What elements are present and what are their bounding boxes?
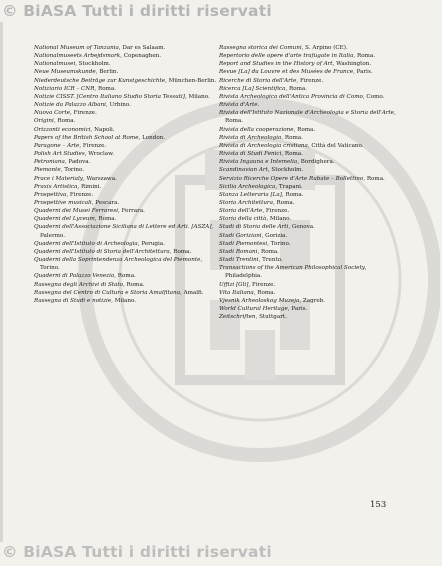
entry-place: , Torino. xyxy=(60,167,85,174)
entry-title: World Cultural Heritage xyxy=(219,306,288,312)
page-edge-shadow xyxy=(0,22,3,542)
entry-place: , Paris. xyxy=(287,306,308,312)
bibliography-entry xyxy=(219,93,405,101)
entry-title: Quaderni della Soprintendenza Archeologica del Piemonte xyxy=(34,257,201,264)
entry-title: Rassegna degli Archivi di Stato xyxy=(34,281,123,288)
entry-place: . xyxy=(257,102,260,109)
entry-title: Piemonte xyxy=(34,167,61,174)
entry-place: , Roma. xyxy=(53,118,76,125)
bibliography-entry xyxy=(34,109,220,117)
bibliography-entry xyxy=(219,183,405,191)
bibliography-entry xyxy=(34,272,220,280)
entry-title: Stanza Letteraria [La] xyxy=(219,191,282,198)
bibliography-entry xyxy=(34,240,220,248)
entry-title: Servizio Ricerche Opere d'Arte Rubate – Bollettino xyxy=(219,175,364,182)
entry-title: Report and Studies in the History of Art xyxy=(219,61,333,68)
bibliography-entry xyxy=(34,85,220,93)
entry-title: Notizie da Palazzo Albani xyxy=(34,102,106,109)
bibliography-entry xyxy=(219,126,405,134)
bibliography-entry xyxy=(34,256,220,272)
bibliography-entry xyxy=(219,199,405,207)
entry-title: Orizzonti economici xyxy=(34,126,91,133)
entry-title: National Museum of Tanzania xyxy=(34,45,119,51)
entry-title: Rivista di Studi Fenici xyxy=(219,151,282,158)
entry-title: Prospettiva xyxy=(34,191,67,198)
bibliography-entry xyxy=(219,68,405,76)
bibliography-entry xyxy=(219,77,405,85)
entry-place: , Firenze. xyxy=(70,110,97,117)
bibliography-entry xyxy=(34,297,220,305)
entry-title: Quaderni dell'Istituto di Archeologia xyxy=(34,240,138,247)
entry-title: Sicilia Archeologica xyxy=(219,183,276,190)
bibliography-entry xyxy=(34,191,220,199)
entry-title: Niederdeutsche Beiträge zur Kunstgeschichte xyxy=(34,77,166,84)
entry-title: Prospettive musicali xyxy=(34,199,92,206)
entry-place: , Roma. xyxy=(114,273,136,280)
entry-title: Rivista di Archeologia cristiana xyxy=(219,142,308,149)
entry-title: Nationalmuseets Arbejdsmark xyxy=(34,53,121,60)
entry-place: , Roma. xyxy=(285,85,308,92)
entry-place: , S. Arpino (CE). xyxy=(301,45,348,51)
bibliography-entry xyxy=(34,158,220,166)
entry-title: Polish Art Studies xyxy=(34,151,85,158)
entry-place: , London. xyxy=(138,134,166,141)
entry-place: , Firenze. xyxy=(79,142,107,149)
entry-title: Rivista dell'Istituto Nazionale d'Archeologia e Storia dell'Arte xyxy=(219,110,394,117)
bibliography-entry xyxy=(219,207,405,215)
entry-place: , Pescara. xyxy=(91,199,120,206)
entry-title: Zeitschriften xyxy=(219,314,256,321)
entry-place: , Torino. xyxy=(267,240,291,247)
bibliography-entry xyxy=(34,183,220,191)
bibliography-entry xyxy=(34,142,220,150)
entry-title: Studi di Storia delle Arti xyxy=(219,224,289,231)
bibliography-entry xyxy=(34,289,220,297)
entry-title: Ricerche di Storia dell'Arte xyxy=(219,77,297,84)
entry-place: , Firenze. xyxy=(248,281,276,288)
bibliography-entry xyxy=(34,101,220,109)
entry-place: , Padova. xyxy=(64,159,91,166)
entry-place: , Stockholm. xyxy=(267,167,304,174)
entry-title: Neue Museumskunde xyxy=(34,69,96,76)
bibliography-entry xyxy=(34,150,220,158)
entry-place: , Roma. xyxy=(272,199,295,206)
entry-place: , Milano. xyxy=(111,297,137,304)
bibliography-entry xyxy=(219,44,405,52)
entry-title: Origini xyxy=(34,118,54,125)
entry-place: , Wroclaw. xyxy=(84,151,114,158)
bibliography-entry xyxy=(219,223,405,231)
bibliography-entry xyxy=(219,289,405,297)
entry-place: , Roma. xyxy=(123,281,145,288)
entry-title: Storia Architettura xyxy=(219,199,273,206)
right-column xyxy=(219,44,405,321)
bibliography-entry xyxy=(219,109,405,125)
entry-place: , Stockholm. xyxy=(75,61,111,68)
bibliography-entry xyxy=(219,166,405,174)
entry-title: Rivista Ingauna e Intemelia xyxy=(219,159,298,166)
bibliography-entry xyxy=(34,93,220,101)
entry-title: Rivista d'Arte xyxy=(219,102,258,109)
entry-title: Notizie CISST. [Centro Italiano Studio Storia Tessuti] xyxy=(34,93,185,100)
entry-place: , Copenaghen. xyxy=(120,53,162,60)
entry-title: Revue [La] du Louvre et des Musées de France xyxy=(219,69,354,76)
entry-title: Studi Goriziani xyxy=(219,232,262,239)
entry-place: , Palermo. xyxy=(40,224,214,239)
entry-title: Storia della città xyxy=(219,216,267,223)
entry-place: , Bordighera. xyxy=(297,159,335,166)
watermark-top: © BiASA Tutti i diritti riservati xyxy=(2,2,272,20)
bibliography-entry xyxy=(219,101,405,109)
bibliography-entry xyxy=(219,256,405,264)
entry-place: , Warszawa. xyxy=(82,175,117,182)
entry-title: Nuova Corte xyxy=(34,110,71,117)
entry-title: Rivista della cooperazione xyxy=(219,126,294,133)
bibliography-entry xyxy=(219,52,405,60)
bibliography-entry xyxy=(34,52,220,60)
entry-place: , Gorizia. xyxy=(261,232,288,239)
bibliography-entry xyxy=(34,134,220,142)
entry-place: , Roma. xyxy=(281,191,304,198)
entry-title: Ricerca [La] Scientifica xyxy=(219,85,286,92)
entry-title: Praxis Artistica xyxy=(34,183,78,190)
bibliography-entry xyxy=(219,232,405,240)
entry-place: , Firenze. xyxy=(262,208,290,215)
bibliography-entry xyxy=(34,68,220,76)
entry-place: , Milano. xyxy=(266,216,292,223)
entry-place: , Napoli. xyxy=(90,126,115,133)
bibliography-entry xyxy=(34,77,220,85)
entry-place: , Perugia. xyxy=(137,240,165,247)
bibliography-entry xyxy=(219,150,405,158)
bibliography-entry xyxy=(219,142,405,150)
left-column xyxy=(34,44,220,305)
entry-title: Petroniana xyxy=(34,159,65,166)
entry-place: , Roma. xyxy=(253,289,276,296)
entry-title: Studi Romani xyxy=(219,248,258,255)
entry-title: Paragone – Arte xyxy=(34,142,80,149)
bibliography-entry xyxy=(34,175,220,183)
watermark-bottom: © BiASA Tutti i diritti riservati xyxy=(2,543,272,561)
entry-place: , Paris. xyxy=(353,69,373,76)
entry-title: Transactions of the American Philosophical Society xyxy=(219,265,365,272)
bibliography-entry xyxy=(34,215,220,223)
bibliography-entry xyxy=(219,281,405,289)
bibliography-entry xyxy=(219,240,405,248)
entry-title: Prace i Materialy xyxy=(34,175,83,182)
entry-place: , Amalfi. xyxy=(180,289,204,296)
entry-place: , Roma. xyxy=(94,85,116,92)
entry-place: , Genova. xyxy=(288,224,315,231)
bibliography-entry xyxy=(34,248,220,256)
entry-place: , Roma. xyxy=(94,216,117,223)
entry-place: , Roma. xyxy=(225,110,396,125)
bibliography-entry xyxy=(219,191,405,199)
entry-place: , Roma. xyxy=(293,126,316,133)
bibliography-entry xyxy=(34,117,220,125)
entry-title: Quaderni del Lyceum xyxy=(34,216,95,223)
bibliography-entry xyxy=(34,207,220,215)
entry-place: , Urbino. xyxy=(105,102,131,109)
entry-title: Studi Piemontesi xyxy=(219,240,268,247)
entry-place: , Ferrara. xyxy=(118,208,145,215)
entry-place: , Roma. xyxy=(169,248,192,255)
entry-title: Quaderni dei Musei Ferraresi xyxy=(34,208,119,215)
entry-title: Quaderni dell'Istituto di Storia dell'Architettura xyxy=(34,248,170,255)
entry-place: , Roma. xyxy=(281,134,303,141)
entry-place: , Roma. xyxy=(353,53,375,60)
bibliography-entry xyxy=(219,175,405,183)
bibliography-entry xyxy=(219,297,405,305)
bibliography-entry xyxy=(219,85,405,93)
entry-place: , Città del Vaticano. xyxy=(307,142,364,149)
entry-title: Quaderni di Palazzo Venezia xyxy=(34,273,115,280)
entry-title: Vjesnik Arheoloskog Muzeja xyxy=(219,297,300,304)
bibliography-entry xyxy=(219,60,405,68)
bibliography-entry xyxy=(34,44,220,52)
entry-place: , Philadelphia. xyxy=(225,265,367,280)
bibliography-entry xyxy=(219,264,405,280)
entry-place: , Stuttgart. xyxy=(255,314,287,321)
entry-place: , Trapani. xyxy=(275,183,303,190)
bibliography-entry xyxy=(219,134,405,142)
entry-place: , Trento. xyxy=(258,257,283,264)
bibliography-entry xyxy=(219,248,405,256)
entry-title: Notiziario ICR – CNR xyxy=(34,85,95,92)
entry-place: , Firenze. xyxy=(66,191,94,198)
entry-title: Papers of the British School at Rome xyxy=(34,134,139,141)
bibliography-entry xyxy=(34,60,220,68)
entry-title: Rassegna del Centro di Cultura e Storia Amalfitana xyxy=(34,289,181,296)
entry-title: Scandinavian Art xyxy=(219,167,268,174)
bibliography-entry xyxy=(219,305,405,313)
entry-place: , Torino. xyxy=(40,257,203,272)
entry-title: Rassegna storica dei Comuni xyxy=(219,45,302,51)
entry-title: Repertorio delle opere d'arte trafugate in Italia xyxy=(219,53,354,60)
entry-title: Rivista Archeologica dell'Antica Provincia di Como xyxy=(219,93,363,100)
entry-title: Vita Italiana xyxy=(219,289,254,296)
entry-place: , Dar es Salaam. xyxy=(118,45,166,51)
entry-title: Nationalmusei xyxy=(34,61,76,68)
entry-place: , München-Berlin. xyxy=(165,77,217,84)
entry-place: , Roma. xyxy=(363,175,385,182)
bibliography-entry xyxy=(34,281,220,289)
entry-title: Rivista di Archeologia xyxy=(219,134,282,141)
bibliography-entry xyxy=(219,158,405,166)
entry-place: , Washington. xyxy=(332,61,372,68)
bibliography-entry xyxy=(34,223,220,239)
entry-title: Uffizi [Gli] xyxy=(219,281,249,288)
bibliography-entry xyxy=(34,166,220,174)
bibliography-entry xyxy=(219,313,405,321)
bibliography-entry xyxy=(34,126,220,134)
entry-title: Studi Trentini xyxy=(219,257,259,264)
entry-place: , Zagreb. xyxy=(299,297,326,304)
entry-title: Storia dell'Arte xyxy=(219,208,263,215)
entry-place: , Como. xyxy=(362,93,385,100)
entry-place: , Berlin. xyxy=(95,69,119,76)
entry-place: , Firenze. xyxy=(296,77,324,84)
entry-place: , Roma. xyxy=(257,248,280,255)
page-number: 153 xyxy=(370,500,387,510)
entry-place: , Rimini. xyxy=(77,183,102,190)
entry-title: Rassegna di Studi e notizie xyxy=(34,297,112,304)
entry-title: Quaderni dell'Associazione Siciliana di Lettere ed Arti. [ASZA] xyxy=(34,224,212,231)
entry-place: , Milano. xyxy=(184,93,210,100)
bibliography-entry xyxy=(34,199,220,207)
entry-place: , Roma. xyxy=(281,151,303,158)
bibliography-entry xyxy=(219,215,405,223)
